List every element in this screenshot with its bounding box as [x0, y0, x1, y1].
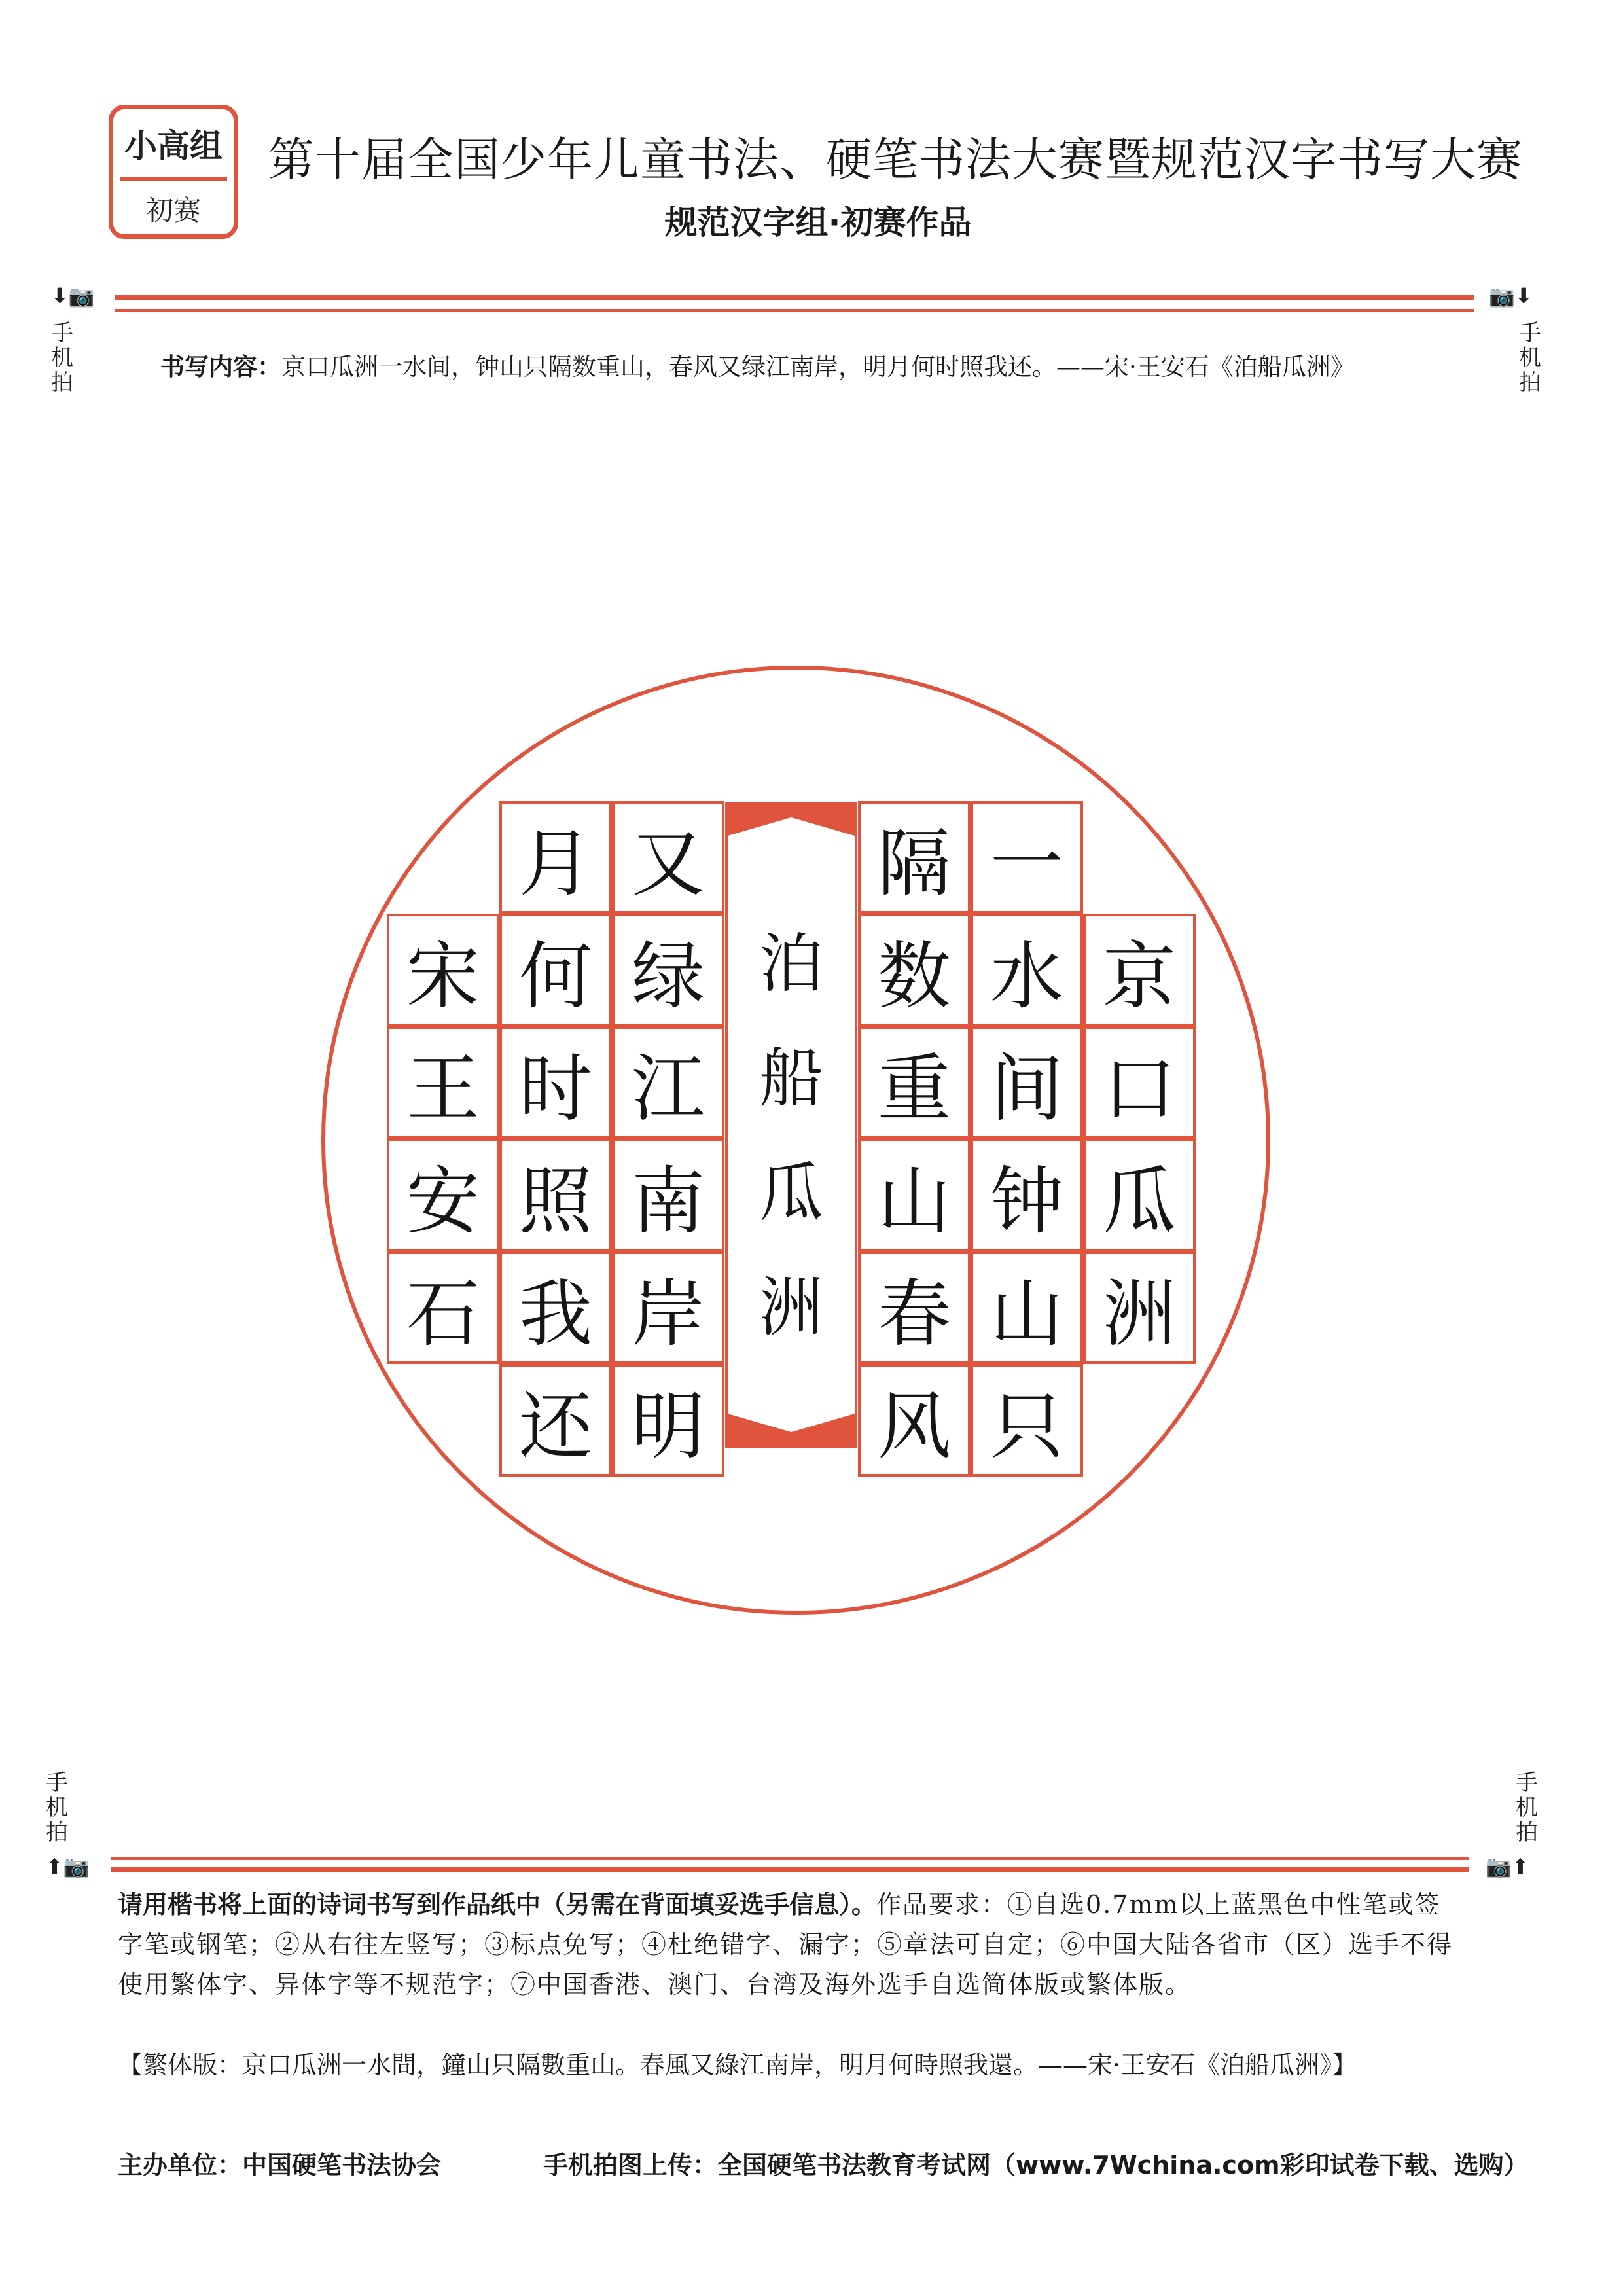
grid-cell: 山	[971, 1251, 1083, 1364]
grid-cell: 我	[499, 1251, 612, 1364]
badge-divider	[120, 177, 227, 181]
phone-shot-label-top-right: 手 机 拍	[1519, 320, 1541, 396]
top-divider-thin	[115, 309, 1474, 312]
instructions-lead: 请用楷书将上面的诗词书写到作品纸中（另需在背面填妥选手信息）。	[118, 1890, 877, 1919]
camera-down-icon-right: 📷⬇	[1489, 283, 1533, 308]
grid-cell: 绿	[612, 914, 724, 1026]
bottom-divider-thin	[111, 1857, 1469, 1860]
grid-cell: 南	[612, 1139, 724, 1251]
grid-cell: 间	[971, 1026, 1083, 1139]
grid-cell: 春	[858, 1251, 971, 1364]
bottom-divider-thick	[111, 1867, 1469, 1872]
grid-cell: 山	[858, 1139, 971, 1251]
organizer: 主办单位：中国硬笔书法协会	[118, 2151, 442, 2179]
badge-stage-label: 初赛	[145, 194, 201, 226]
grid-cell: 明	[612, 1364, 724, 1477]
grid-cell: 口	[1083, 1026, 1196, 1139]
grid-cell: 岸	[612, 1251, 724, 1364]
phone-shot-label-top-left: 手 机 拍	[51, 320, 73, 396]
grid-cell: 宋	[387, 914, 499, 1026]
phone-shot-label-bottom-right: 手 机 拍	[1516, 1770, 1538, 1846]
grid-cell: 水	[971, 914, 1083, 1026]
grid-cell: 重	[858, 1026, 971, 1139]
grid-cell: 石	[387, 1251, 499, 1364]
grid-cell: 安	[387, 1139, 499, 1251]
camera-down-icon: ⬇📷	[51, 283, 95, 308]
top-divider-thick	[115, 295, 1474, 300]
grid-cell: 照	[499, 1139, 612, 1251]
grid-cell: 洲	[1083, 1251, 1196, 1364]
grid-cell: 京	[1083, 914, 1196, 1026]
grid-cell: 风	[858, 1364, 971, 1477]
grid-cell: 数	[858, 914, 971, 1026]
writing-content-label: 书写内容：	[160, 353, 281, 381]
instructions	[118, 1885, 1459, 2005]
strip-bottom-cap	[728, 1396, 855, 1445]
grid-cell: 王	[387, 1026, 499, 1139]
traditional-version-note: 【繁体版：京口瓜洲一水間，鐘山只隔數重山。春風又綠江南岸，明月何時照我還。——宋·王安石《泊船瓜洲》】	[118, 2051, 1357, 2079]
writing-content-text: 京口瓜洲一水间，钟山只隔数重山，春风又绿江南岸，明月何时照我还。——宋·王安石《泊船瓜洲》	[281, 353, 1355, 381]
grid-cell: 隔	[858, 801, 971, 914]
writing-content-line	[160, 347, 1482, 382]
page-title: 第十届全国少年儿童书法、硬笔书法大赛暨规范汉字书写大赛	[268, 133, 1523, 187]
title-char: 瓜	[758, 1156, 823, 1230]
title-char: 船	[758, 1041, 823, 1116]
grid-cell: 一	[971, 801, 1083, 914]
group-badge	[109, 105, 238, 239]
grid-cell: 只	[971, 1364, 1083, 1477]
grid-cell: 月	[499, 801, 612, 914]
grid-cell: 何	[499, 914, 612, 1026]
upload-info: 手机拍图上传：全国硬笔书法教育考试网（www.7Wchina.com彩印试卷下载、选购）	[543, 2151, 1529, 2179]
work-title-strip	[725, 802, 857, 1448]
strip-top-cap	[728, 804, 855, 853]
grid-cell: 钟	[971, 1139, 1083, 1251]
grid-cell: 时	[499, 1026, 612, 1139]
grid-cell: 又	[612, 801, 724, 914]
camera-up-icon-right: 📷⬆	[1486, 1854, 1529, 1879]
title-char: 泊	[758, 927, 823, 1001]
grid-cell: 瓜	[1083, 1139, 1196, 1251]
grid-cell: 还	[499, 1364, 612, 1477]
page-subtitle: 规范汉字组·初赛作品	[664, 204, 972, 242]
camera-up-icon: ⬆📷	[46, 1854, 90, 1879]
phone-shot-label-bottom-left: 手 机 拍	[46, 1770, 68, 1846]
badge-group-label: 小高组	[124, 127, 223, 165]
title-char: 洲	[758, 1270, 823, 1345]
grid-cell: 江	[612, 1026, 724, 1139]
instructions-requirements: 作品要求：①自选0.7mm以上蓝黑色中性笔或签字笔或钢笔；②从右往左竖写；③标点免写；④杜绝错字、漏字；⑤章法可自定；⑥中国大陆各省市（区）选手不得使用繁体字、异体字等不规范字；⑦中国香港、澳门、台湾及海外选手自选简体版或繁体版。	[118, 1890, 1454, 1999]
